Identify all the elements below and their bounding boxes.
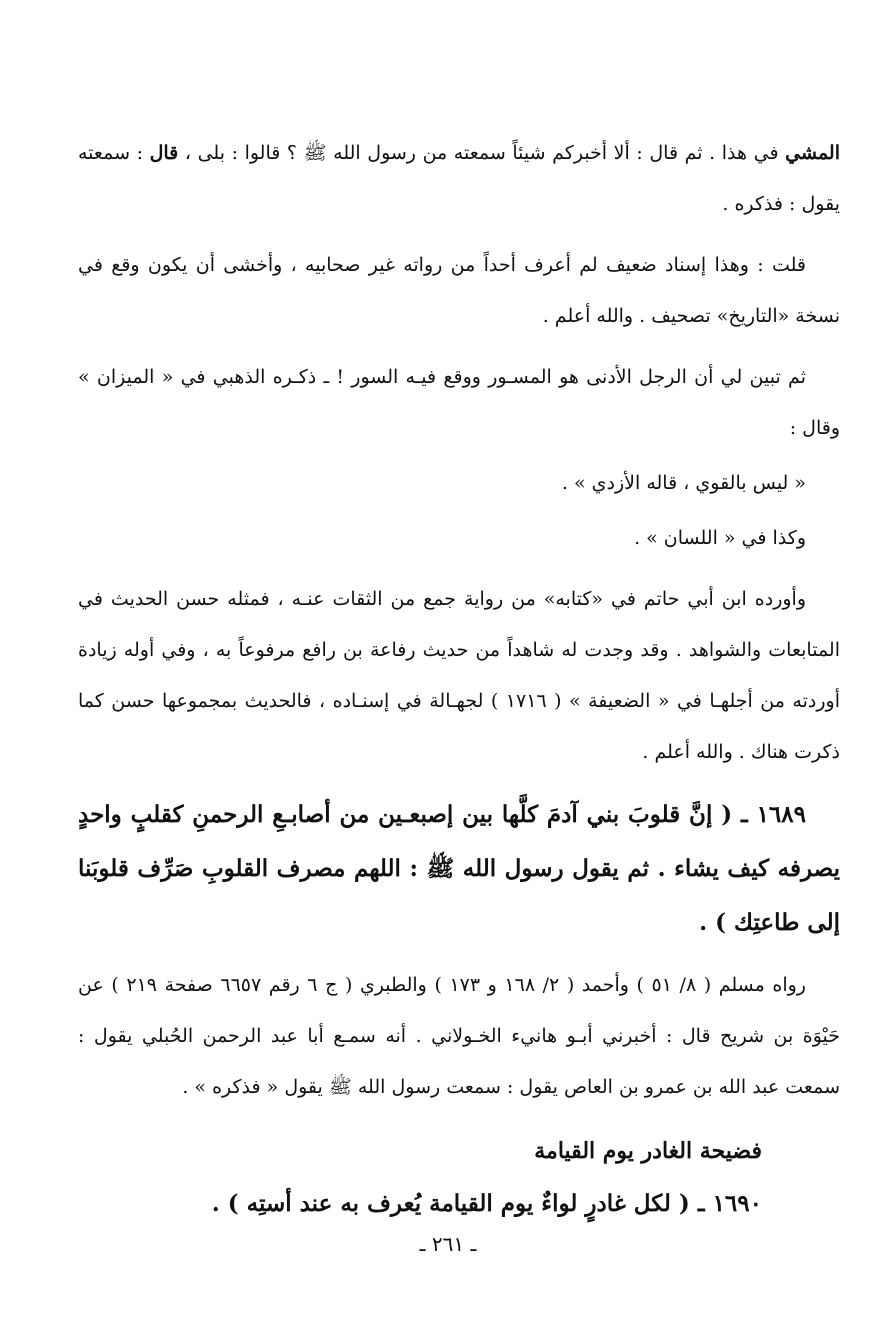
hadith-1689: ١٦٨٩ ـ ( إنَّ قلوبَ بني آدمَ كلَّها بين إصبعـين من أصابـعِ الرحمنِ كقلبٍ واحدٍ يصرفه كيف يشاء . ثم يقول رسول الله ﷺ : اللهم مصرف القلوبِ صَرِّف قلوبَنا إلى طاعتِك ) .: [78, 801, 840, 936]
quotation: « ليس بالقوي ، قاله الأزدي » .: [561, 472, 806, 494]
bold-word: قال: [149, 142, 179, 164]
paragraph-text: : سمعته يقول : فذكره .: [78, 142, 840, 215]
paragraph-continued: [78, 128, 840, 230]
hadith-1690: ١٦٩٠ ـ ( لكل غادرٍ لواءٌ يوم القيامة يُعرف به عند أستِه ) .: [211, 1190, 762, 1217]
quotation: وكذا في « اللسان » .: [634, 527, 806, 549]
page-number: ـ ٢٦١ ـ: [419, 1232, 477, 1256]
lead-word: المشي: [785, 142, 840, 164]
paragraph-text: في هذا . ثم قال : ألا أخبركم شيئاً سمعته من رسول الله ﷺ ؟ قالوا : بلى ،: [178, 142, 786, 164]
takhrij-paragraph: رواه مسلم ( ٨/ ٥١ ) وأحمد ( ٢/ ١٦٨ و ١٧٣ ) والطبري ( ج ٦ رقم ٦٦٥٧ صفحة ٢١٩ ) عن حَيْوَة بن شريح قال : أخبرني أبـو هانيء الخـولاني . أنه سمـع أبا عبد الرحمن الحُبلي يقول : سمعت عبد الله بن عمرو بن العاص يقول : سمعت رسول الله ﷺ يقول « فذكره » .: [78, 974, 840, 1098]
section-heading: فضيحة الغادر يوم القيامة: [534, 1138, 762, 1164]
page-body: [78, 128, 840, 1231]
commentary-paragraph: وأورده ابن أبي حاتم في «كتابه» من رواية جمع من الثقات عنـه ، فمثله حسن الحديث في المتابعات والشواهد . وقد وجدت له شاهداً من حديث رفاعة بن رافع مرفوعاً به ، وفي أوله زيادة أوردته من أجلهـا في « الضعيفة » ( ١٧١٦ ) لجهـالة في إسنـاده ، فالحديث بمجموعها حسن كما ذكرت هناك . والله أعلم .: [78, 588, 840, 763]
commentary-paragraph: قلت : وهذا إسناد ضعيف لم أعرف أحداً من رواته غير صحابيه ، وأخشى أن يكون وقع في نسخة «التاريخ» تصحيف . والله أعلم .: [78, 254, 840, 327]
commentary-paragraph: ثم تبين لي أن الرجل الأدنى هو المسـور ووقع فيـه السور ! ـ ذكـره الذهبي في « الميزان » وقال :: [78, 366, 840, 439]
